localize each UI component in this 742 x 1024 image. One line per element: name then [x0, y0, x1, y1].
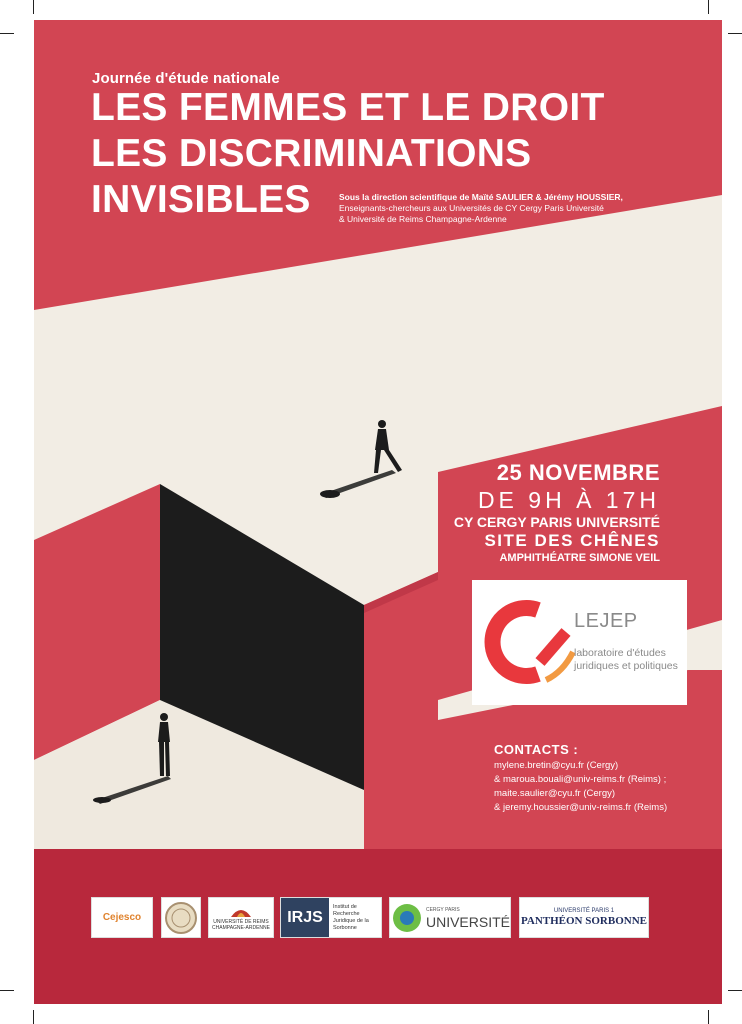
contact-line-3[interactable]: maite.saulier@cyu.fr (Cergy): [494, 788, 616, 799]
pantheon-name: PANTHÉON SORBONNE: [520, 915, 647, 927]
lejep-logo: [472, 580, 687, 705]
seal-logo: [161, 897, 201, 938]
crop-mark: [0, 990, 14, 991]
reims-crest-icon: [229, 905, 253, 919]
direction-line-2: Enseignants-chercheurs aux Universités de CY Cergy Paris Université: [339, 203, 604, 213]
lejep-description: laboratoire d'études juridiques et politiques: [574, 647, 678, 672]
crop-mark: [708, 1010, 709, 1024]
event-room: AMPHITHÉATRE SIMONE VEIL: [499, 552, 660, 564]
crop-mark: [33, 1010, 34, 1024]
crop-mark: [0, 33, 14, 34]
contact-line-2[interactable]: & maroua.bouali@univ-reims.fr (Reims) ;: [494, 774, 667, 785]
reims-logo-text: UNIVERSITÉ DE REIMS CHAMPAGNE-ARDENNE: [212, 918, 270, 931]
contact-line-1[interactable]: mylene.bretin@cyu.fr (Cergy): [494, 760, 619, 771]
event-info: [454, 460, 660, 566]
crop-mark: [708, 0, 709, 14]
title-line-1: LES FEMMES ET LE DROIT: [91, 86, 605, 129]
reims-logo: [208, 897, 274, 938]
contacts-title: CONTACTS :: [494, 742, 579, 757]
title-line-3: INVISIBLES: [91, 178, 311, 221]
walking-figure: [374, 420, 402, 473]
crop-mark: [33, 0, 34, 14]
irjs-logo-text: Institut de Recherche Juridique de la Sorbonne: [333, 903, 369, 931]
cy-logo-icon: [478, 592, 578, 692]
pantheon-top-text: UNIVERSITÉ PARIS 1: [553, 908, 615, 914]
crop-mark: [728, 33, 742, 34]
event-site: SITE DES CHÊNES: [484, 531, 660, 550]
lejep-name: LEJEP: [574, 610, 638, 632]
cy-university-small: CERGY PARIS: [425, 906, 460, 913]
irjs-logo: [280, 897, 382, 938]
pantheon-sorbonne-logo: [519, 897, 649, 938]
poster: [34, 20, 722, 1004]
scientific-direction: [339, 192, 639, 225]
cejesco-logo: [91, 897, 153, 938]
event-university: CY CERGY PARIS UNIVERSITÉ: [453, 514, 660, 530]
contact-line-4[interactable]: & jeremy.houssier@univ-reims.fr (Reims): [494, 802, 668, 813]
title-line-2: LES DISCRIMINATIONS: [91, 132, 532, 175]
irjs-logo-mark: IRJS: [281, 898, 329, 937]
event-date: 25 NOVEMBRE: [496, 460, 660, 485]
seal-icon: [164, 901, 198, 935]
event-hours: DE 9H À 17H: [477, 487, 660, 513]
event-kicker: Journée d'étude nationale: [92, 70, 280, 87]
crop-mark: [728, 990, 742, 991]
cy-logo-letters: CY: [502, 620, 544, 653]
cejesco-logo-text: Cejesco: [102, 912, 142, 923]
cy-university-name: UNIVERSITÉ: [425, 913, 510, 930]
cy-university-icon: [390, 901, 424, 935]
direction-line-1: Sous la direction scientifique de Maïté SAULIER & Jérémy HOUSSIER,: [339, 192, 623, 202]
contacts-block: [494, 742, 667, 815]
direction-line-3: & Université de Reims Champagne-Ardenne: [339, 214, 507, 224]
cy-university-logo: [389, 897, 511, 938]
